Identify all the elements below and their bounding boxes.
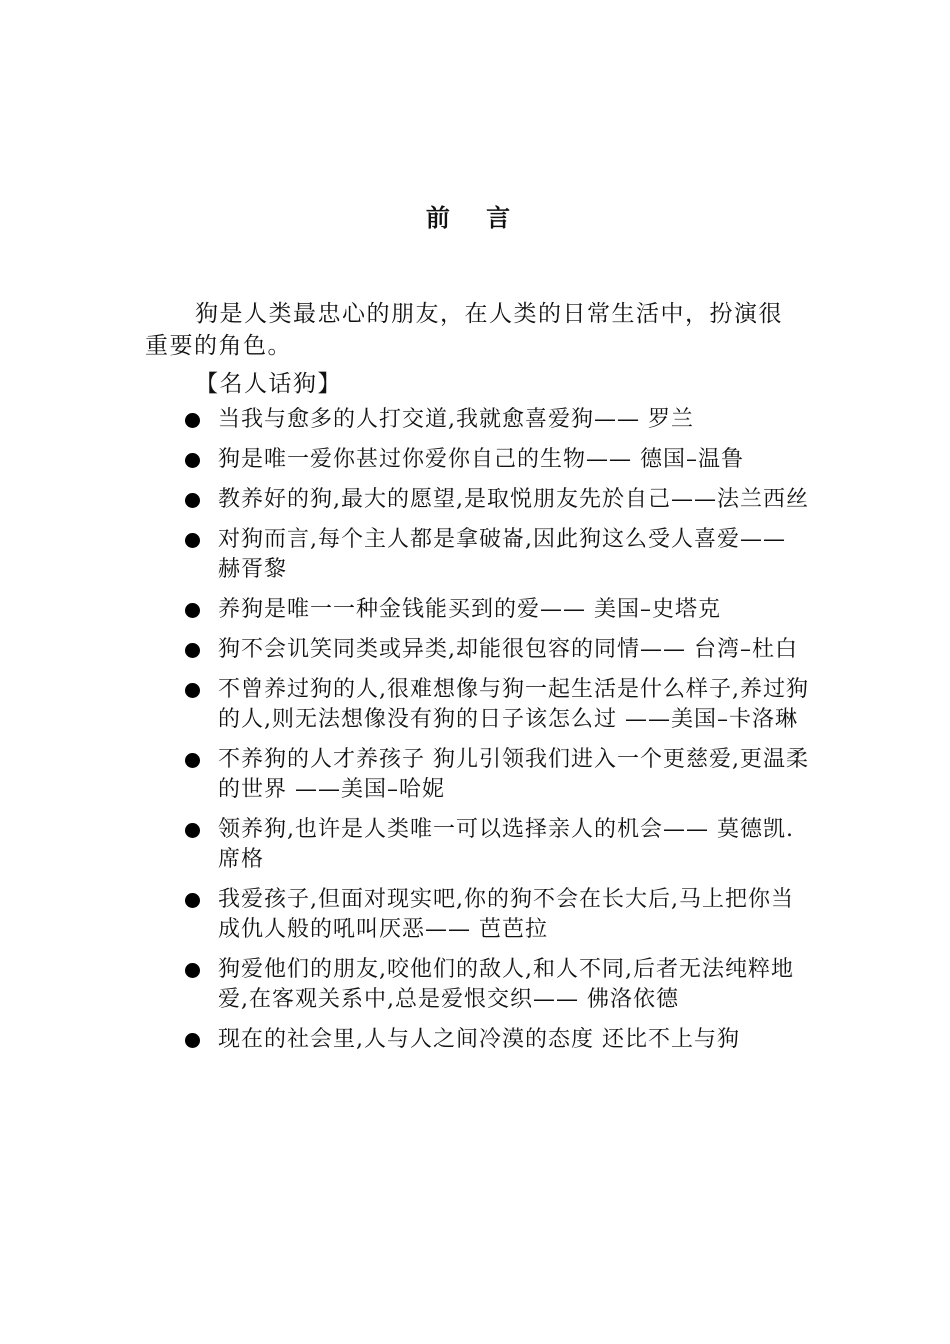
quote-text: 不养狗的人才养孩子 狗儿引领我们进入一个更慈爱,更温柔的世界 ——美国–哈妮 xyxy=(218,747,809,802)
bullet-icon xyxy=(185,683,200,698)
list-item xyxy=(185,445,810,475)
list-item xyxy=(185,675,810,735)
list-item xyxy=(185,885,810,945)
list-item xyxy=(185,1025,810,1055)
bullet-icon xyxy=(185,753,200,768)
bullet-icon xyxy=(185,963,200,978)
quote-text: 对狗而言,每个主人都是拿破崙,因此狗这么受人喜爱—— 赫胥黎 xyxy=(218,527,786,582)
bullet-icon xyxy=(185,493,200,508)
bullet-icon xyxy=(185,603,200,618)
bullet-icon xyxy=(185,413,200,428)
quote-text: 养狗是唯一一种金钱能买到的爱—— 美国–史塔克 xyxy=(218,597,721,622)
intro-paragraph: 狗是人类最忠心的朋友，在人类的日常生活中，扮演很重要的角色。 xyxy=(145,301,783,359)
bullet-icon xyxy=(185,893,200,908)
quote-text: 狗是唯一爱你甚过你爱你自己的生物—— 德国–温鲁 xyxy=(218,447,744,472)
quote-text: 教养好的狗,最大的愿望,是取悦朋友先於自己——法兰西丝 xyxy=(218,487,809,512)
bullet-icon xyxy=(185,533,200,548)
bullet-icon xyxy=(185,453,200,468)
list-item xyxy=(185,955,810,1015)
bullet-icon xyxy=(185,643,200,658)
list-item xyxy=(185,405,810,435)
list-item xyxy=(185,635,810,665)
list-item xyxy=(185,745,810,805)
quote-text: 领养狗,也许是人类唯一可以选择亲人的机会—— 莫德凯.席格 xyxy=(218,817,794,872)
quote-text: 现在的社会里,人与人之间冷漠的态度 还比不上与狗 xyxy=(218,1027,740,1052)
page-title: 前 言 xyxy=(425,203,525,232)
list-item xyxy=(185,595,810,625)
bullet-icon xyxy=(185,823,200,838)
bullet-icon xyxy=(185,1033,200,1048)
list-item xyxy=(185,525,810,585)
quote-list xyxy=(185,405,810,1065)
section-heading: 【名人话狗】 xyxy=(195,371,342,397)
quote-text: 狗不会讥笑同类或异类,却能很包容的同情—— 台湾–杜白 xyxy=(218,637,798,662)
quote-text: 狗爱他们的朋友,咬他们的敌人,和人不同,后者无法纯粹地爱,在客观关系中,总是爱恨交织—— 佛洛依德 xyxy=(218,957,794,1012)
list-item xyxy=(185,815,810,875)
quote-text: 不曾养过狗的人,很难想像与狗一起生活是什么样子,养过狗的人,则无法想像没有狗的日子该怎么过 ——美国–卡洛琳 xyxy=(218,677,809,732)
quote-text: 当我与愈多的人打交道,我就愈喜爱狗—— 罗兰 xyxy=(218,407,694,432)
list-item xyxy=(185,485,810,515)
quote-text: 我爱孩子,但面对现实吧,你的狗不会在长大后,马上把你当成仇人般的吼叫厌恶—— 芭芭拉 xyxy=(218,887,794,942)
